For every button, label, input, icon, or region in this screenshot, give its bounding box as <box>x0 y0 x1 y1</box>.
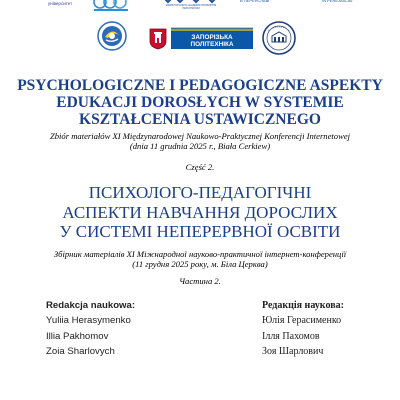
subtitle-ukrainian-line-2: (11 грудня 2025 року, м. Біла Церква) <box>132 259 268 269</box>
title-polish-line-2: EDUKACJI DOROSŁYCH W SYSTEMIE <box>56 94 344 111</box>
university-logo <box>36 0 84 12</box>
swirl-emblem-icon <box>97 21 127 51</box>
shield-logo <box>149 28 167 50</box>
swirl-emblem-logo <box>97 21 127 51</box>
circles-logo <box>90 0 136 14</box>
part-polish: Część 2. <box>185 162 215 172</box>
zp-polytech-stripes-icon <box>171 27 253 31</box>
maup-logo-sub: МІЖРЕГІОНАЛЬНА АКАДЕМІЯ УПРАВЛІННЯ ПЕРСОНАЛОМ <box>165 4 217 10</box>
editor-ukrainian-name: Ілля Пахомов <box>262 330 320 342</box>
editor-ukrainian-name: Зоя Шарлович <box>262 345 324 357</box>
subtitle-ukrainian-line-1: Збірник матеріалів XI Міжнародної науково-практичної інтернет-конференції <box>53 249 347 259</box>
subtitle-polish-line-1: Zbiór materiałów XI Międzynarodowej Naukowo-Praktycznej Konferencji Internetowej <box>49 131 351 141</box>
pereyaslav-logo-2-text: IN PEREJASLAV <box>322 0 353 3</box>
title-ukrainian <box>0 183 400 242</box>
subtitle-ukrainian <box>0 249 400 269</box>
zp-polytech-text: ЗАПОРІЗЬКА ПОЛІТЕХНІКА <box>190 34 234 48</box>
title-polish-line-1: PSYCHOLOGICZNE I PEDAGOGICZNE ASPEKTY <box>17 77 383 94</box>
title-ukrainian-line-1: ПСИХОЛОГО-ПЕДАГОГІЧНІ <box>88 183 312 202</box>
university-logo-text: університет <box>47 1 73 6</box>
title-ukrainian-line-2: АСПЕКТИ НАВЧАННЯ ДОРОСЛИХ <box>62 202 338 222</box>
university-seal-logo <box>262 21 296 55</box>
pereyaslav-logo-1-text: В ПЕРЕЯСЛАВІ <box>240 0 270 3</box>
editors-ukrainian-heading: Редакція наукова: <box>262 300 344 311</box>
editor-polish-name: Illia Pakhomov <box>46 330 109 342</box>
subtitle-polish-line-2: (dnia 11 grudnia 2025 r., Biała Cerkiew) <box>129 141 271 151</box>
editor-ukrainian-name: Юлія Герасименко <box>262 315 342 327</box>
title-polish <box>0 77 400 128</box>
subtitle-polish <box>0 131 400 151</box>
pereyaslav-logo-1 <box>240 0 280 6</box>
editors-polish-heading: Redakcja naukowa: <box>46 300 136 311</box>
title-ukrainian-line-3: У СИСТЕМІ НЕПЕРЕРВНОЇ ОСВІТИ <box>59 222 341 241</box>
zp-polytech-logo <box>171 27 253 49</box>
circles-logo-icon <box>90 0 136 14</box>
university-seal-icon <box>262 21 296 55</box>
title-polish-line-3: KSZTAŁCENIA USTAWICZNEGO <box>79 111 321 128</box>
pereyaslav-logo-2 <box>322 0 362 6</box>
editor-polish-name: Zoia Sharlovych <box>46 345 115 357</box>
shield-icon <box>149 28 167 50</box>
logo-strip <box>0 0 400 64</box>
editor-polish-name: Yuliia Herasymenko <box>46 315 131 327</box>
part-ukrainian: Частина 2. <box>179 276 221 286</box>
editors-polish <box>46 298 135 359</box>
editors-ukrainian <box>262 298 344 359</box>
maup-logo <box>158 0 224 12</box>
